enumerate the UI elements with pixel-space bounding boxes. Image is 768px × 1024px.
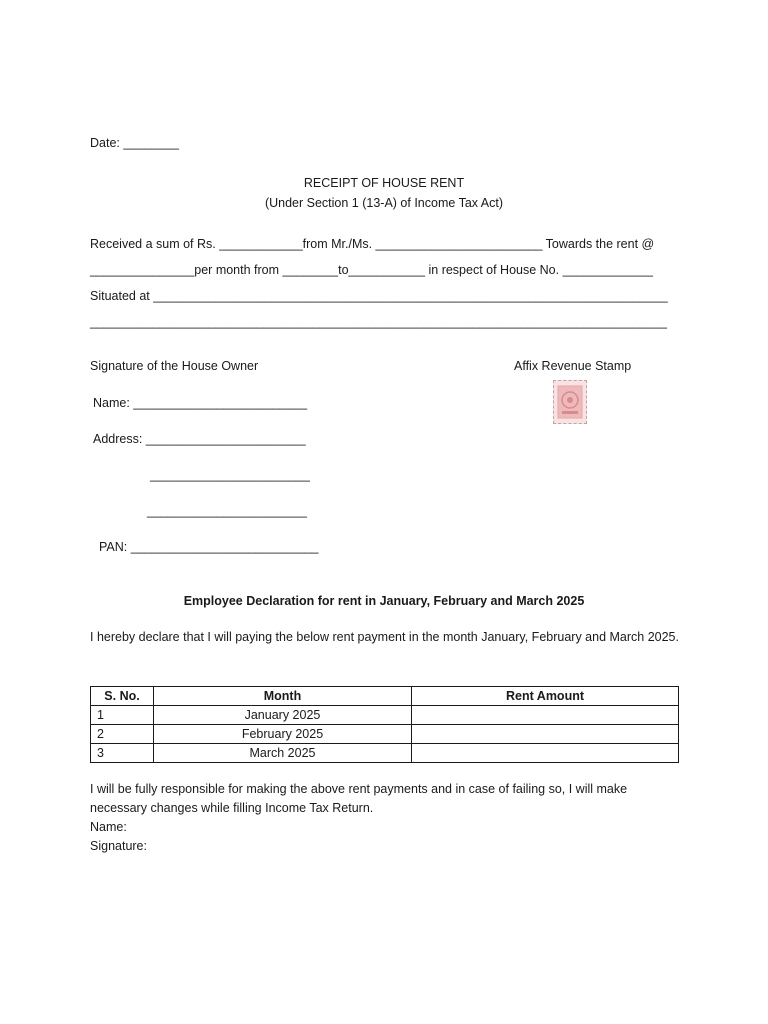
owner-name-line[interactable]: Name: _________________________ xyxy=(93,396,308,410)
owner-address-line-3[interactable]: _______________________ xyxy=(147,504,307,518)
owner-signature-label: Signature of the House Owner xyxy=(90,359,259,373)
address-continuation-line[interactable]: ___________________________________________________________________________________ xyxy=(90,315,668,329)
owner-pan-line[interactable]: PAN: ___________________________ xyxy=(99,540,319,554)
cell-month: March 2025 xyxy=(154,744,412,763)
cell-rent-amount[interactable] xyxy=(412,725,679,744)
table-row xyxy=(91,706,679,725)
declaration-closing: I will be fully responsible for making the above rent payments and in case of failing so, I will make necessary changes while filling Income Tax Return. xyxy=(90,782,628,815)
cell-month: February 2025 xyxy=(154,725,412,744)
owner-address-line-2[interactable]: _______________________ xyxy=(150,468,310,482)
cell-rent-amount[interactable] xyxy=(412,744,679,763)
cell-rent-amount[interactable] xyxy=(412,706,679,725)
employee-name-label[interactable]: Name: xyxy=(90,820,127,834)
table-row xyxy=(91,744,679,763)
header-rent-amount: Rent Amount xyxy=(412,687,679,706)
date-line[interactable]: Date: ________ xyxy=(90,136,179,150)
table-header-row xyxy=(91,687,679,706)
table-row xyxy=(91,725,679,744)
stamp-label: Affix Revenue Stamp xyxy=(514,359,632,373)
header-sno: S. No. xyxy=(91,687,154,706)
received-sum-line[interactable]: Received a sum of Rs. ____________from Mr./Ms. ________________________ Towards the rent @ xyxy=(90,237,655,251)
declaration-intro: I hereby declare that I will paying the below rent payment in the month January, February and March 2025. xyxy=(90,630,679,644)
situated-at-line[interactable]: Situated at __________________________________________________________________________ xyxy=(90,289,668,303)
rent-period-line[interactable]: _______________per month from ________to___________ in respect of House No. _____________ xyxy=(90,263,653,277)
owner-address-line[interactable]: Address: _______________________ xyxy=(93,432,306,446)
rent-table xyxy=(90,686,679,763)
revenue-stamp-icon xyxy=(553,380,587,424)
cell-month: January 2025 xyxy=(154,706,412,725)
cell-sno: 1 xyxy=(91,706,154,725)
cell-sno: 2 xyxy=(91,725,154,744)
header-month: Month xyxy=(154,687,412,706)
employee-signature-label[interactable]: Signature: xyxy=(90,839,147,853)
cell-sno: 3 xyxy=(91,744,154,763)
receipt-subtitle: (Under Section 1 (13-A) of Income Tax Act) xyxy=(264,196,504,210)
receipt-title: RECEIPT OF HOUSE RENT xyxy=(303,176,465,190)
declaration-heading: Employee Declaration for rent in January, February and March 2025 xyxy=(183,594,585,608)
